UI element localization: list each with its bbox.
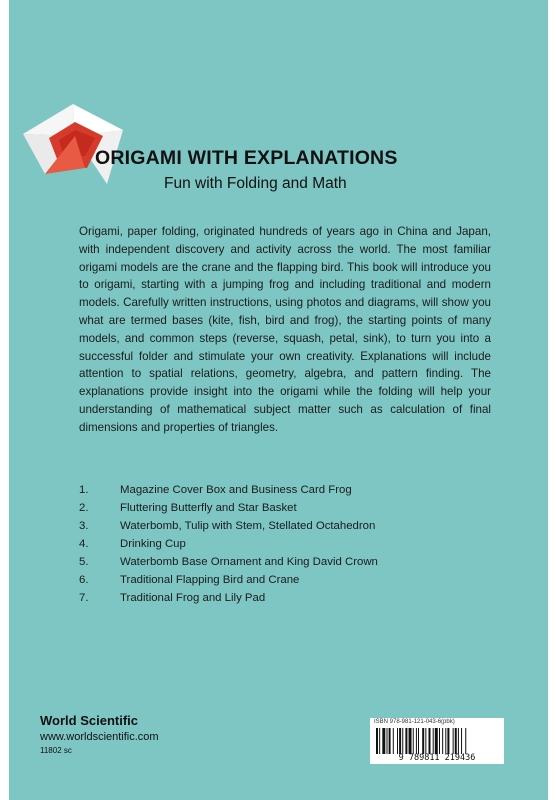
list-item: 5. Waterbomb Base Ornament and King David Crown — [79, 556, 378, 568]
list-item: 2. Fluttering Butterfly and Star Basket — [79, 502, 297, 514]
list-item: 7. Traditional Frog and Lily Pad — [79, 592, 266, 604]
book-back-cover — [9, 0, 548, 800]
isbn-label: ISBN 978-981-121-043-6(pbk) — [374, 719, 455, 725]
book-subtitle: Fun with Folding and Math — [164, 175, 347, 192]
publisher-url: www.worldscientific.com — [40, 731, 159, 743]
contents-list — [79, 484, 499, 610]
barcode-digits: 9 789811 219436 — [398, 753, 476, 763]
publisher-name: World Scientific — [40, 713, 138, 728]
list-item: 3. Waterbomb, Tulip with Stem, Stellated Octahedron — [79, 520, 376, 532]
product-code: 11802 sc — [40, 746, 72, 755]
list-item: 1. Magazine Cover Box and Business Card Frog — [79, 484, 352, 496]
book-description: Origami, paper folding, originated hundreds of years ago in China and Japan, with independent discovery and activity across the world. The most familiar origami models are the crane and the flapping bird. This book will introduce you to origami, starting with a jumping frog and including traditional and modern models. Carefully written instructions, using photos and diagrams, will show you what are termed bases (kite, fish, bird and frog), the starting points of many models, and common steps (reverse, squash, petal, sink), to turn you into a successful folder and stimulate your own creativity. Explanations will include attention to spatial relations, geometry, algebra, and pattern finding. The explanations provide insight into the origami while the folding will help your understanding of mathematical subject matter such as calculation of final dimensions and properties of triangles. — [79, 225, 491, 434]
book-title: ORIGAMI WITH EXPLANATIONS — [95, 147, 398, 169]
barcode — [370, 718, 504, 764]
list-item: 4. Drinking Cup — [79, 538, 186, 550]
origami-box-logo-icon — [15, 96, 135, 186]
list-item: 6. Traditional Flapping Bird and Crane — [79, 574, 300, 586]
barcode-icon — [374, 728, 500, 754]
